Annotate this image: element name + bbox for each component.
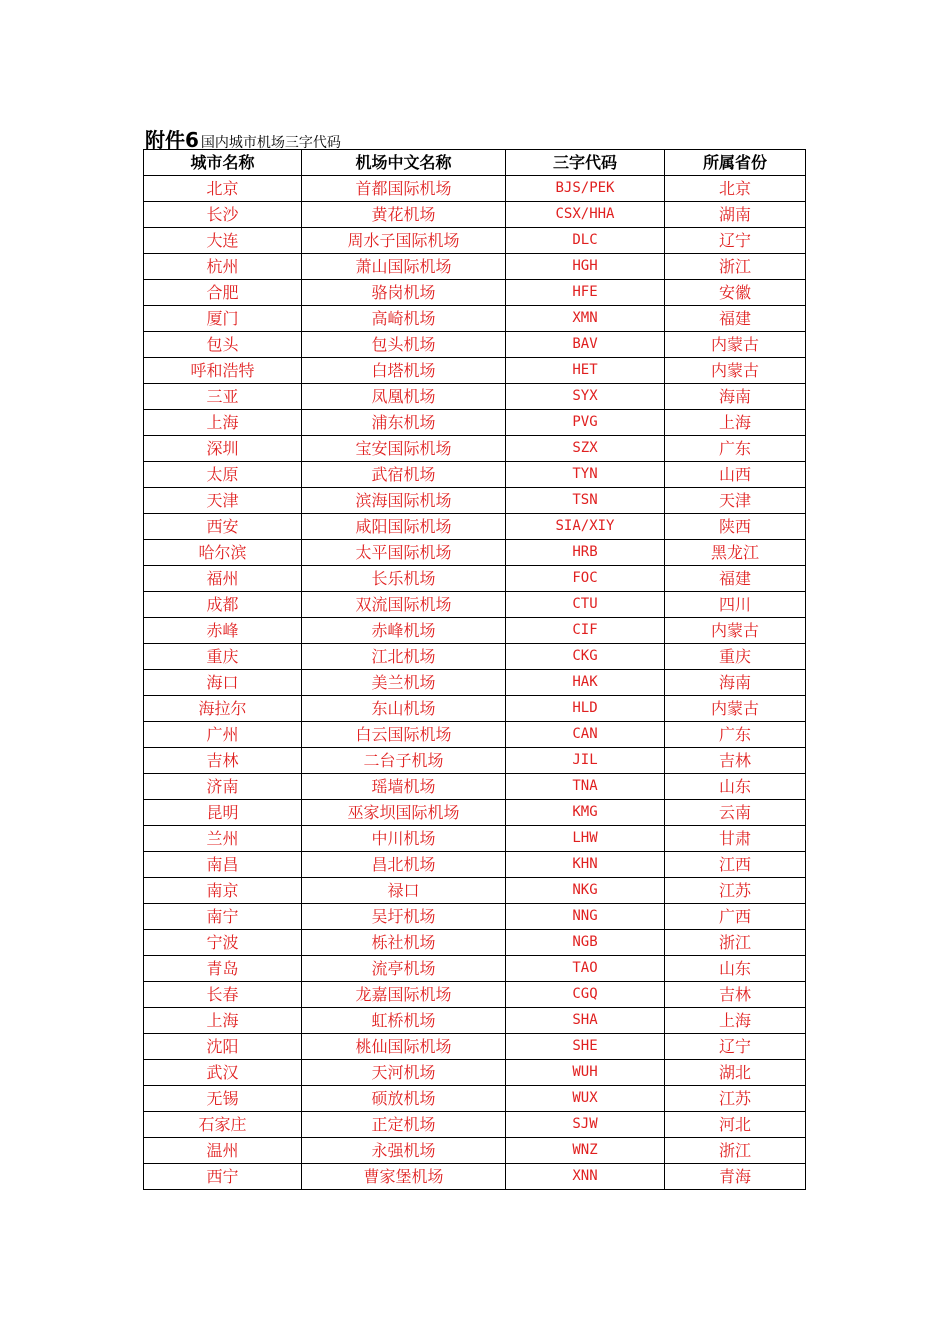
city-cell: 深圳 bbox=[144, 436, 302, 462]
table-row bbox=[144, 878, 806, 904]
airport-name-cell: 正定机场 bbox=[302, 1112, 506, 1138]
province-cell: 广西 bbox=[665, 904, 806, 930]
iata-code-cell: CSX/HHA bbox=[506, 202, 665, 228]
iata-code-cell: KHN bbox=[506, 852, 665, 878]
city-cell: 包头 bbox=[144, 332, 302, 358]
iata-code-cell: SHA bbox=[506, 1008, 665, 1034]
title-text: 国内城市机场三字代码 bbox=[200, 135, 341, 151]
city-cell: 广州 bbox=[144, 722, 302, 748]
iata-code-cell: BJS/PEK bbox=[506, 176, 665, 202]
airport-name-cell: 首都国际机场 bbox=[302, 176, 506, 202]
table-body bbox=[144, 176, 806, 1190]
iata-code-cell: HLD bbox=[506, 696, 665, 722]
province-cell: 浙江 bbox=[665, 930, 806, 956]
city-cell: 石家庄 bbox=[144, 1112, 302, 1138]
iata-code-cell: XMN bbox=[506, 306, 665, 332]
table-row bbox=[144, 384, 806, 410]
province-cell: 福建 bbox=[665, 566, 806, 592]
airport-name-cell: 巫家坝国际机场 bbox=[302, 800, 506, 826]
iata-code-cell: WNZ bbox=[506, 1138, 665, 1164]
province-cell: 云南 bbox=[665, 800, 806, 826]
city-cell: 北京 bbox=[144, 176, 302, 202]
airport-name-cell: 高崎机场 bbox=[302, 306, 506, 332]
iata-code-cell: JIL bbox=[506, 748, 665, 774]
province-cell: 山西 bbox=[665, 462, 806, 488]
airport-name-cell: 天河机场 bbox=[302, 1060, 506, 1086]
province-cell: 江苏 bbox=[665, 878, 806, 904]
province-cell: 海南 bbox=[665, 384, 806, 410]
iata-code-cell: NGB bbox=[506, 930, 665, 956]
iata-code-cell: SHE bbox=[506, 1034, 665, 1060]
city-cell: 武汉 bbox=[144, 1060, 302, 1086]
iata-code-cell: NKG bbox=[506, 878, 665, 904]
airport-name-cell: 硕放机场 bbox=[302, 1086, 506, 1112]
iata-code-cell: SZX bbox=[506, 436, 665, 462]
iata-code-cell: NNG bbox=[506, 904, 665, 930]
iata-code-cell: WUH bbox=[506, 1060, 665, 1086]
iata-code-cell: BAV bbox=[506, 332, 665, 358]
province-cell: 福建 bbox=[665, 306, 806, 332]
iata-code-cell: HGH bbox=[506, 254, 665, 280]
airport-name-cell: 江北机场 bbox=[302, 644, 506, 670]
iata-code-cell: CGQ bbox=[506, 982, 665, 1008]
province-cell: 内蒙古 bbox=[665, 358, 806, 384]
province-cell: 浙江 bbox=[665, 1138, 806, 1164]
table-row bbox=[144, 670, 806, 696]
province-cell: 内蒙古 bbox=[665, 618, 806, 644]
iata-code-cell: DLC bbox=[506, 228, 665, 254]
province-cell: 重庆 bbox=[665, 644, 806, 670]
iata-code-cell: CIF bbox=[506, 618, 665, 644]
province-cell: 上海 bbox=[665, 1008, 806, 1034]
province-cell: 天津 bbox=[665, 488, 806, 514]
iata-code-cell: SIA/XIY bbox=[506, 514, 665, 540]
table-row bbox=[144, 254, 806, 280]
airport-name-cell: 黄花机场 bbox=[302, 202, 506, 228]
province-cell: 黑龙江 bbox=[665, 540, 806, 566]
airport-name-cell: 白云国际机场 bbox=[302, 722, 506, 748]
city-cell: 西安 bbox=[144, 514, 302, 540]
airport-name-cell: 美兰机场 bbox=[302, 670, 506, 696]
airport-name-cell: 双流国际机场 bbox=[302, 592, 506, 618]
iata-code-cell: LHW bbox=[506, 826, 665, 852]
table-row bbox=[144, 1138, 806, 1164]
province-cell: 山东 bbox=[665, 956, 806, 982]
table-row bbox=[144, 956, 806, 982]
airport-name-cell: 武宿机场 bbox=[302, 462, 506, 488]
city-cell: 海口 bbox=[144, 670, 302, 696]
city-cell: 海拉尔 bbox=[144, 696, 302, 722]
city-cell: 合肥 bbox=[144, 280, 302, 306]
table-row bbox=[144, 488, 806, 514]
iata-code-cell: TAO bbox=[506, 956, 665, 982]
airport-name-cell: 永强机场 bbox=[302, 1138, 506, 1164]
province-cell: 青海 bbox=[665, 1164, 806, 1190]
iata-code-cell: PVG bbox=[506, 410, 665, 436]
iata-code-cell: HET bbox=[506, 358, 665, 384]
table-row bbox=[144, 930, 806, 956]
table-row bbox=[144, 1034, 806, 1060]
airport-name-cell: 周水子国际机场 bbox=[302, 228, 506, 254]
airport-name-cell: 咸阳国际机场 bbox=[302, 514, 506, 540]
iata-code-cell: CTU bbox=[506, 592, 665, 618]
province-cell: 北京 bbox=[665, 176, 806, 202]
table-row bbox=[144, 540, 806, 566]
city-cell: 吉林 bbox=[144, 748, 302, 774]
table-row bbox=[144, 748, 806, 774]
airport-name-cell: 禄口 bbox=[302, 878, 506, 904]
airport-name-cell: 长乐机场 bbox=[302, 566, 506, 592]
city-cell: 青岛 bbox=[144, 956, 302, 982]
table-row bbox=[144, 332, 806, 358]
city-cell: 长春 bbox=[144, 982, 302, 1008]
table-row bbox=[144, 852, 806, 878]
airport-name-cell: 白塔机场 bbox=[302, 358, 506, 384]
table-header-row bbox=[144, 150, 806, 176]
airport-name-cell: 吴圩机场 bbox=[302, 904, 506, 930]
city-cell: 三亚 bbox=[144, 384, 302, 410]
province-cell: 辽宁 bbox=[665, 228, 806, 254]
province-cell: 山东 bbox=[665, 774, 806, 800]
province-cell: 广东 bbox=[665, 436, 806, 462]
province-cell: 海南 bbox=[665, 670, 806, 696]
airport-name-cell: 龙嘉国际机场 bbox=[302, 982, 506, 1008]
province-cell: 四川 bbox=[665, 592, 806, 618]
city-cell: 长沙 bbox=[144, 202, 302, 228]
airport-name-cell: 虹桥机场 bbox=[302, 1008, 506, 1034]
province-cell: 安徽 bbox=[665, 280, 806, 306]
iata-code-cell: FOC bbox=[506, 566, 665, 592]
province-cell: 甘肃 bbox=[665, 826, 806, 852]
airport-name-cell: 凤凰机场 bbox=[302, 384, 506, 410]
table-row bbox=[144, 800, 806, 826]
airport-name-cell: 浦东机场 bbox=[302, 410, 506, 436]
province-cell: 吉林 bbox=[665, 748, 806, 774]
airport-name-cell: 宝安国际机场 bbox=[302, 436, 506, 462]
city-cell: 大连 bbox=[144, 228, 302, 254]
airport-name-cell: 曹家堡机场 bbox=[302, 1164, 506, 1190]
province-cell: 内蒙古 bbox=[665, 696, 806, 722]
table-row bbox=[144, 722, 806, 748]
airport-name-cell: 流亭机场 bbox=[302, 956, 506, 982]
airport-name-cell: 赤峰机场 bbox=[302, 618, 506, 644]
city-cell: 成都 bbox=[144, 592, 302, 618]
city-cell: 哈尔滨 bbox=[144, 540, 302, 566]
province-cell: 湖北 bbox=[665, 1060, 806, 1086]
province-cell: 江西 bbox=[665, 852, 806, 878]
table-row bbox=[144, 462, 806, 488]
table-row bbox=[144, 514, 806, 540]
airport-name-cell: 栎社机场 bbox=[302, 930, 506, 956]
province-cell: 内蒙古 bbox=[665, 332, 806, 358]
table-row bbox=[144, 280, 806, 306]
iata-code-cell: HFE bbox=[506, 280, 665, 306]
airport-name-cell: 包头机场 bbox=[302, 332, 506, 358]
airport-code-table bbox=[143, 149, 806, 1190]
city-cell: 南京 bbox=[144, 878, 302, 904]
table-row bbox=[144, 176, 806, 202]
header-city: 城市名称 bbox=[144, 150, 302, 176]
table-row bbox=[144, 644, 806, 670]
table-row bbox=[144, 982, 806, 1008]
city-cell: 上海 bbox=[144, 410, 302, 436]
iata-code-cell: TYN bbox=[506, 462, 665, 488]
iata-code-cell: SJW bbox=[506, 1112, 665, 1138]
province-cell: 辽宁 bbox=[665, 1034, 806, 1060]
city-cell: 兰州 bbox=[144, 826, 302, 852]
iata-code-cell: XNN bbox=[506, 1164, 665, 1190]
iata-code-cell: TSN bbox=[506, 488, 665, 514]
table-row bbox=[144, 1112, 806, 1138]
header-province: 所属省份 bbox=[665, 150, 806, 176]
table-row bbox=[144, 592, 806, 618]
city-cell: 宁波 bbox=[144, 930, 302, 956]
airport-name-cell: 瑶墙机场 bbox=[302, 774, 506, 800]
airport-name-cell: 中川机场 bbox=[302, 826, 506, 852]
iata-code-cell: TNA bbox=[506, 774, 665, 800]
table-row bbox=[144, 696, 806, 722]
airport-name-cell: 东山机场 bbox=[302, 696, 506, 722]
city-cell: 赤峰 bbox=[144, 618, 302, 644]
iata-code-cell: WUX bbox=[506, 1086, 665, 1112]
city-cell: 重庆 bbox=[144, 644, 302, 670]
iata-code-cell: HRB bbox=[506, 540, 665, 566]
iata-code-cell: SYX bbox=[506, 384, 665, 410]
airport-name-cell: 桃仙国际机场 bbox=[302, 1034, 506, 1060]
province-cell: 广东 bbox=[665, 722, 806, 748]
city-cell: 上海 bbox=[144, 1008, 302, 1034]
city-cell: 昆明 bbox=[144, 800, 302, 826]
table-row bbox=[144, 410, 806, 436]
city-cell: 杭州 bbox=[144, 254, 302, 280]
header-airport-name: 机场中文名称 bbox=[302, 150, 506, 176]
city-cell: 厦门 bbox=[144, 306, 302, 332]
header-iata-code: 三字代码 bbox=[506, 150, 665, 176]
iata-code-cell: CKG bbox=[506, 644, 665, 670]
table-row bbox=[144, 566, 806, 592]
city-cell: 西宁 bbox=[144, 1164, 302, 1190]
table-row bbox=[144, 306, 806, 332]
province-cell: 吉林 bbox=[665, 982, 806, 1008]
province-cell: 上海 bbox=[665, 410, 806, 436]
airport-name-cell: 昌北机场 bbox=[302, 852, 506, 878]
table-row bbox=[144, 904, 806, 930]
city-cell: 无锡 bbox=[144, 1086, 302, 1112]
table-row bbox=[144, 1008, 806, 1034]
province-cell: 湖南 bbox=[665, 202, 806, 228]
table-row bbox=[144, 1164, 806, 1190]
province-cell: 陕西 bbox=[665, 514, 806, 540]
iata-code-cell: CAN bbox=[506, 722, 665, 748]
iata-code-cell: HAK bbox=[506, 670, 665, 696]
table-row bbox=[144, 436, 806, 462]
city-cell: 沈阳 bbox=[144, 1034, 302, 1060]
city-cell: 温州 bbox=[144, 1138, 302, 1164]
province-cell: 江苏 bbox=[665, 1086, 806, 1112]
city-cell: 福州 bbox=[144, 566, 302, 592]
airport-name-cell: 滨海国际机场 bbox=[302, 488, 506, 514]
province-cell: 浙江 bbox=[665, 254, 806, 280]
city-cell: 济南 bbox=[144, 774, 302, 800]
table-row bbox=[144, 1086, 806, 1112]
iata-code-cell: KMG bbox=[506, 800, 665, 826]
document-title bbox=[145, 124, 341, 150]
table-row bbox=[144, 228, 806, 254]
province-cell: 河北 bbox=[665, 1112, 806, 1138]
title-prefix: 附件6 bbox=[145, 128, 199, 152]
city-cell: 天津 bbox=[144, 488, 302, 514]
airport-name-cell: 萧山国际机场 bbox=[302, 254, 506, 280]
table-row bbox=[144, 202, 806, 228]
table-row bbox=[144, 618, 806, 644]
table-row bbox=[144, 774, 806, 800]
city-cell: 南宁 bbox=[144, 904, 302, 930]
airport-name-cell: 骆岗机场 bbox=[302, 280, 506, 306]
city-cell: 呼和浩特 bbox=[144, 358, 302, 384]
airport-name-cell: 二台子机场 bbox=[302, 748, 506, 774]
airport-name-cell: 太平国际机场 bbox=[302, 540, 506, 566]
table-row bbox=[144, 1060, 806, 1086]
city-cell: 太原 bbox=[144, 462, 302, 488]
city-cell: 南昌 bbox=[144, 852, 302, 878]
table-row bbox=[144, 826, 806, 852]
table-row bbox=[144, 358, 806, 384]
